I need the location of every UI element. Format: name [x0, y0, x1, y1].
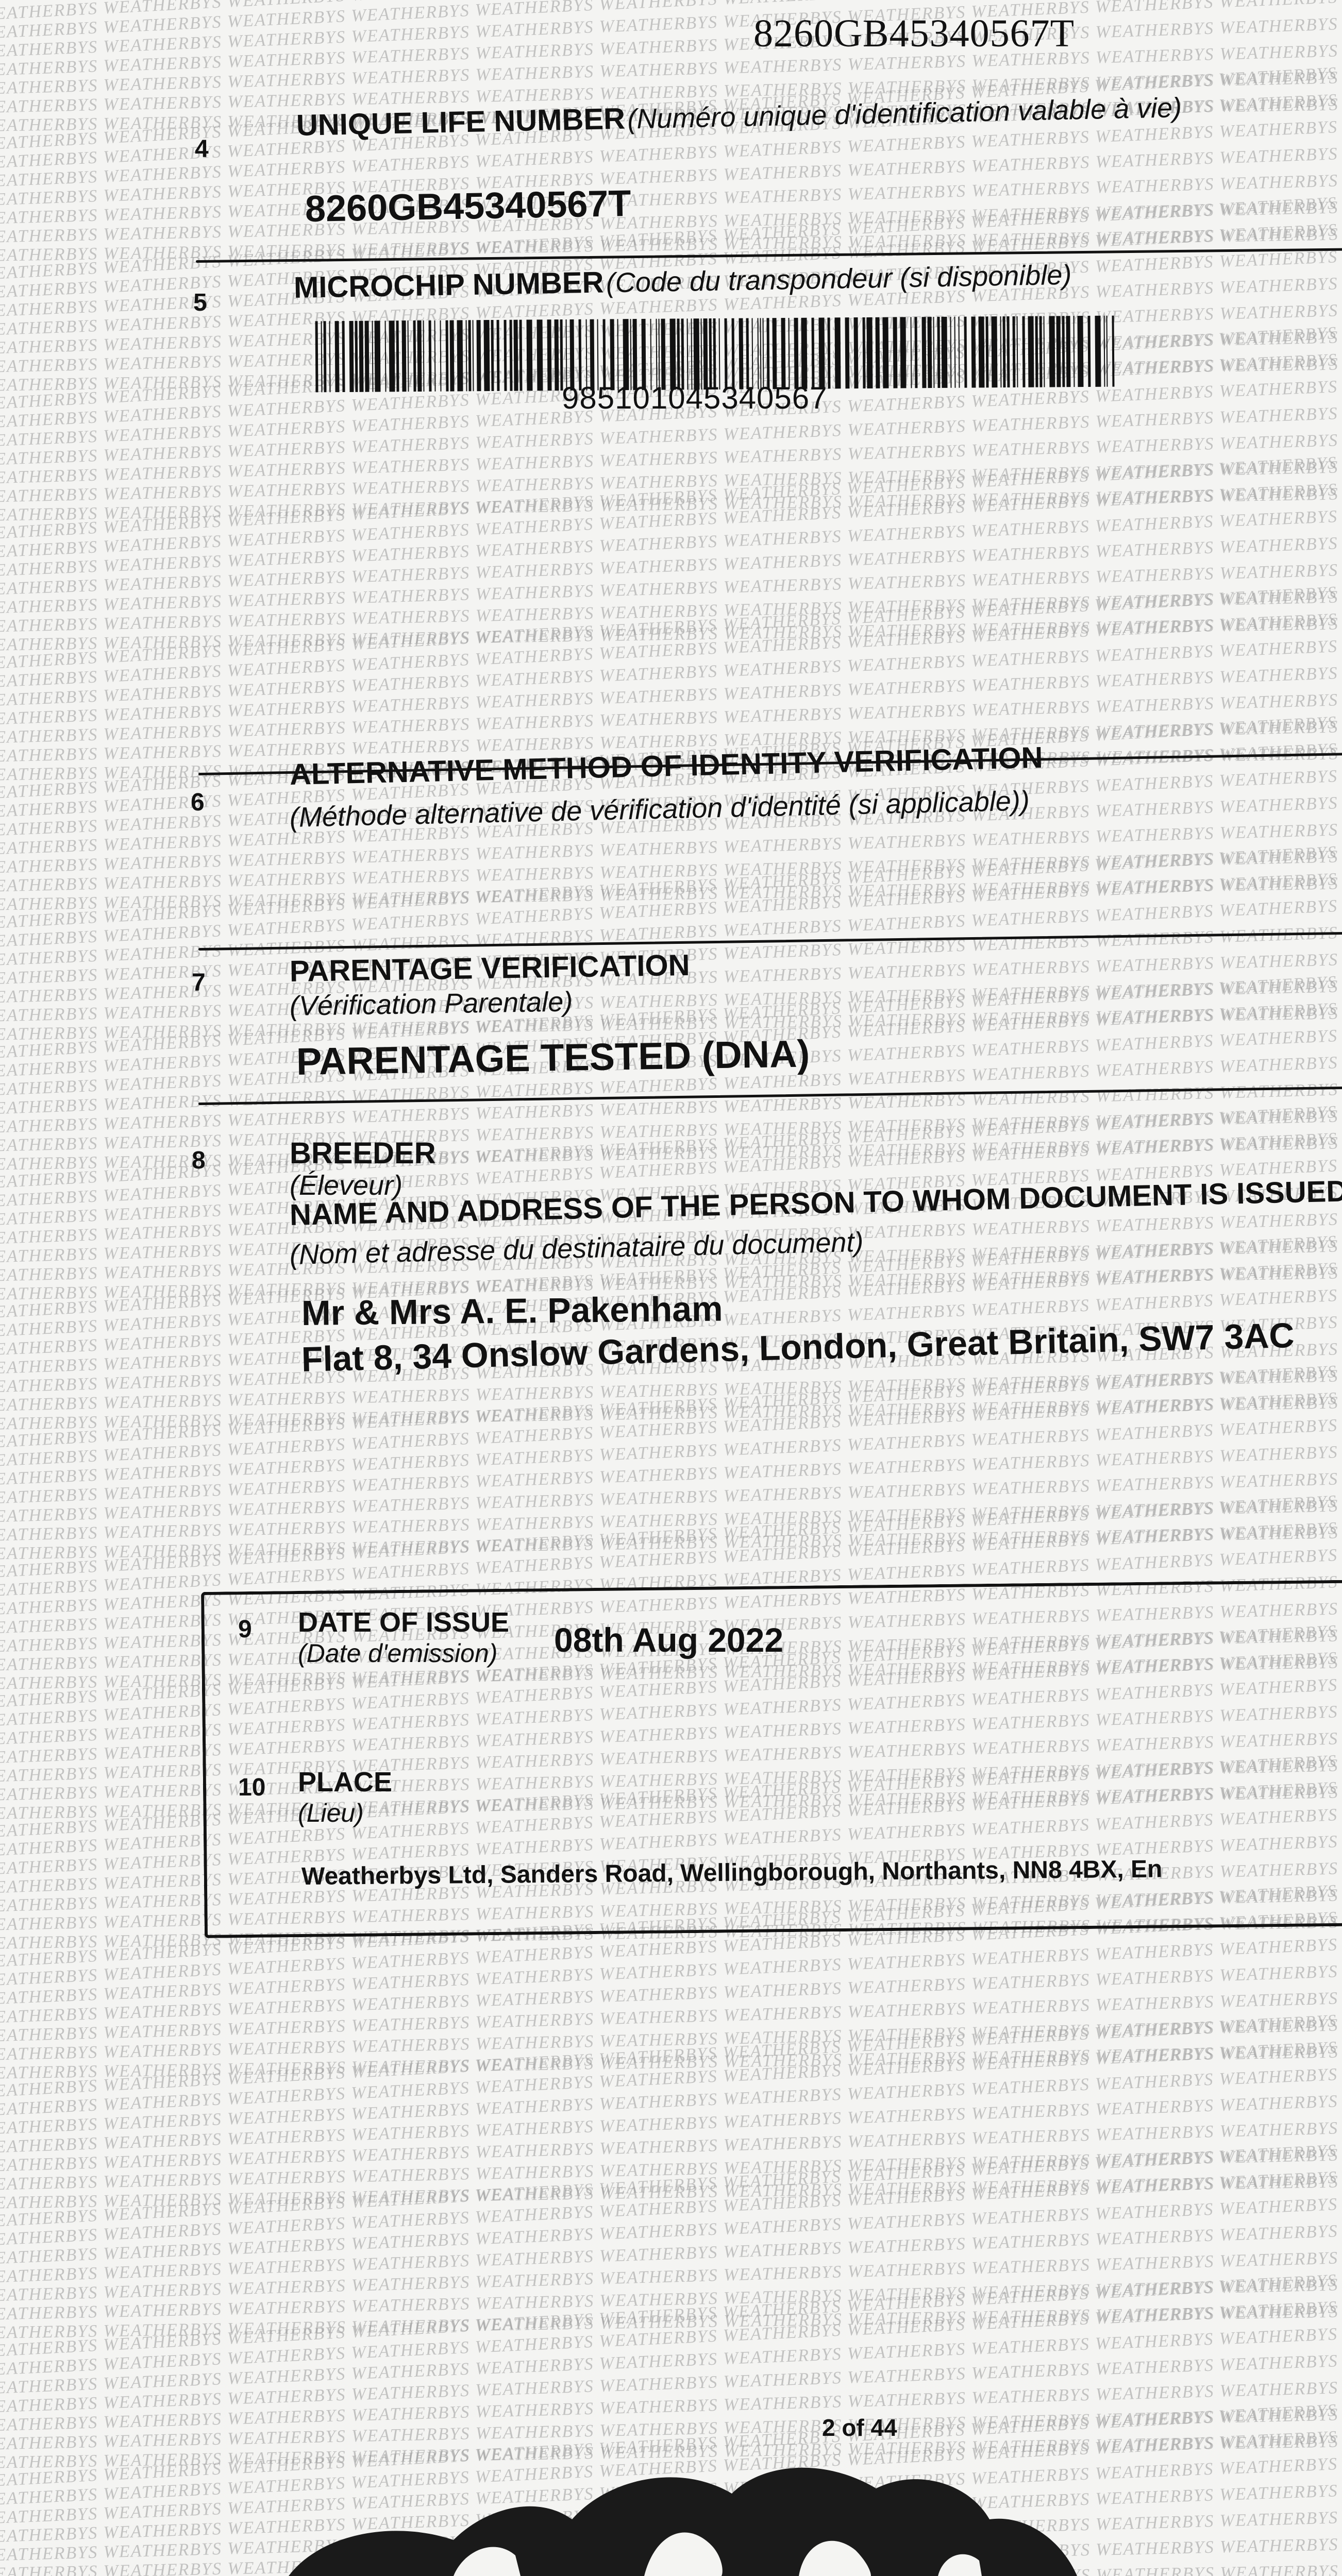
date-of-issue-value: 08th Aug 2022	[554, 1620, 783, 1659]
security-pattern-line: WEATHERBYS WEATHERBYS WEATHERBYS WEATHERBYS WEATHERBYS WEATHERBYS WEATHERBYS WEATHERBYS WEATHERBYS WEATHERBYS WEATHERBYS	[0, 67, 1342, 340]
security-pattern-line: WEATHERBYS WEATHERBYS WEATHERBYS WEATHERBYS WEATHERBYS WEATHERBYS WEATHERBYS WEATHERBYS WEATHERBYS WEATHERBYS WEATHERBYS	[0, 2147, 1342, 2510]
security-pattern-line: WEATHERBYS WEATHERBYS WEATHERBYS WEATHERBYS WEATHERBYS WEATHERBYS WEATHERBYS WEATHERBYS WEATHERBYS WEATHERBYS WEATHERBYS	[0, 1302, 1342, 1620]
security-pattern-line: WEATHERBYS WEATHERBYS WEATHERBYS WEATHERBYS WEATHERBYS WEATHERBYS WEATHERBYS WEATHERBYS WEATHERBYS WEATHERBYS WEATHERBYS	[0, 1753, 1342, 1935]
security-pattern-line: WEATHERBYS WEATHERBYS WEATHERBYS WEATHERBYS WEATHERBYS WEATHERBYS WEATHERBYS WEATHERBYS WEATHERBYS WEATHERBYS WEATHERBYS	[0, 1693, 1342, 2102]
security-pattern-line: WEATHERBYS WEATHERBYS WEATHERBYS WEATHERBYS WEATHERBYS WEATHERBYS WEATHERBYS WEATHERBYS WEATHERBYS WEATHERBYS WEATHERBYS	[0, 1887, 1342, 2250]
security-pattern-line: WEATHERBYS WEATHERBYS WEATHERBYS WEATHERBYS WEATHERBYS WEATHERBYS WEATHERBYS WEATHERBYS WEATHERBYS WEATHERBYS WEATHERBYS	[0, 1951, 1342, 2269]
security-pattern-line: WEATHERBYS WEATHERBYS WEATHERBYS WEATHERBYS WEATHERBYS WEATHERBYS WEATHERBYS WEATHERBYS WEATHERBYS WEATHERBYS WEATHERBYS	[0, 719, 1342, 1082]
section-5-number: 5	[193, 289, 207, 317]
section-9-number: 9	[238, 1615, 252, 1643]
security-pattern-line: WEATHERBYS WEATHERBYS WEATHERBYS WEATHERBYS WEATHERBYS WEATHERBYS WEATHERBYS WEATHERBYS WEATHERBYS WEATHERBYS WEATHERBYS	[0, 523, 1342, 841]
section-4-label-fr: (Numéro unique d'identification valable à vie)	[627, 92, 1182, 135]
security-pattern-line: WEATHERBYS WEATHERBYS WEATHERBYS WEATHERBYS WEATHERBYS WEATHERBYS WEATHERBYS WEATHERBYS WEATHERBYS WEATHERBYS WEATHERBYS	[0, 263, 1342, 581]
security-pattern-line: WEATHERBYS WEATHERBYS WEATHERBYS WEATHERBYS WEATHERBYS WEATHERBYS WEATHERBYS WEATHERBYS WEATHERBYS WEATHERBYS WEATHERBYS	[0, 1174, 1342, 1583]
section-9-label-fr: (Date d'emission)	[298, 1638, 497, 1668]
security-pattern-line: WEATHERBYS WEATHERBYS WEATHERBYS WEATHERBYS WEATHERBYS WEATHERBYS WEATHERBYS WEATHERBYS WEATHERBYS WEATHERBYS WEATHERBYS	[0, 2077, 1342, 2213]
security-pattern-line: WEATHERBYS WEATHERBYS	[0, 2466, 1342, 2576]
security-pattern-line: WEATHERBYS WEATHERBYS WEATHERBYS WEATHERBYS WEATHERBYS WEATHERBYS WEATHERBYS WEATHERBYS WEATHERBYS WEATHERBYS WEATHERBYS	[0, 846, 1342, 1119]
security-pattern-line: WEATHERBYS WEATHERBYS WEATHERBYS WEATHERBYS WEATHERBYS WEATHERBYS WEATHERBYS WEATHERBYS WEATHERBYS WEATHERBYS WEATHERBYS	[0, 1430, 1342, 1657]
security-pattern-line: WEATHERBYS WEATHERBYS WEATHERBYS WEATHERBYS WEATHERBYS WEATHERBYS WEATHERBYS WEATHERBYS WEATHERBYS WEATHERBYS WEATHERBYS	[0, 2013, 1342, 2195]
security-pattern-line: WEATHERBYS WEATHERBYS WEATHERBYS WEATHERBYS WEATHERBYS WEATHERBYS WEATHERBYS WEATHERBYS WEATHERBYS WEATHERBYS WEATHERBYS	[0, 1755, 1342, 2028]
section-5-label: MICROCHIP NUMBER	[293, 266, 604, 304]
security-pattern-line: WEATHERBYS WEATHERBYS WEATHERBYS WEATHERBYS WEATHERBYS WEATHERBYS WEATHERBYS WEATHERBYS WEATHERBYS WEATHERBYS WEATHERBYS	[0, 1823, 1342, 2232]
security-pattern-line: WEATHERBYS WEATHERBYS WEATHERBYS WEATHERBYS WEATHERBYS	[0, 2402, 1342, 2576]
security-pattern-line: WEATHERBYS WEATHERBYS WEATHERBYS WEATHERBYS WEATHERBYS WEATHERBYS WEATHERBYS WEATHERBYS WEATHERBYS WEATHERBYS WEATHERBYS	[0, 1104, 1342, 1286]
security-pattern-line: WEATHERBYS WEATHERBYS WEATHERBYS WEATHERBYS WEATHERBYS WEATHERBYS WEATHERBYS WEATHERBYS WEATHERBYS WEATHERBYS WEATHERBYS	[0, 1236, 1342, 1509]
place-of-issue-value: Weatherbys Ltd, Sanders Road, Wellingborough, Northants, NN8 4BX, En	[301, 1855, 1163, 1891]
security-pattern-line: WEATHERBYS WEATHERBYS WEATHERBYS WEATHERBYS WEATHERBYS WEATHERBYS WEATHERBYS WEATHERBYS WEATHERBYS WEATHERBYS WEATHERBYS	[0, 1366, 1342, 1638]
security-pattern-line: WEATHERBYS WEATHERBYS WEATHERBYS WEATHERBYS WEATHERBYS WEATHERBYS WEATHERBYS WEATHERBYS WEATHERBYS WEATHERBYS WEATHERBYS	[0, 653, 1342, 971]
security-pattern-line: WEATHERBYS WEATHERBYS WEATHERBYS WEATHERBYS WEATHERBYS WEATHERBYS WEATHERBYS WEATHERBYS WEATHERBYS	[0, 70, 1342, 433]
section-7-label: PARENTAGE VERIFICATION	[289, 948, 690, 989]
section-8-sub-label-fr: (Nom et adresse du destinataire du document)	[289, 1226, 864, 1271]
section-6-label: ALTERNATIVE METHOD OF IDENTITY VERIFICATION	[289, 740, 1043, 792]
security-pattern-line: WEATHERBYS WEATHERBYS WEATHERBYS WEATHERBYS WEATHERBYS WEATHERBYS WEATHERBYS WEATHERBYS WEATHERBYS WEATHERBYS WEATHERBYS	[0, 1496, 1342, 1768]
security-pattern-line: WEATHERBYS WEATHERBYS WEATHERBYS WEATHERBYS WEATHERBYS WEATHERBYS WEATHERBYS WEATHERBYS WEATHERBYS WEATHERBYS WEATHERBYS	[0, 912, 1342, 1230]
security-pattern-line: WEATHERBYS WEATHERBYS WEATHERBYS WEATHERBYS WEATHERBYS WEATHERBYS WEATHERBYS WEATHERBYS WEATHERBYS WEATHERBYS WEATHERBYS	[0, 1238, 1342, 1601]
security-pattern-line: WEATHERBYS WEATHERBYS WEATHERBYS WEATHERBYS WEATHERBYS WEATHERBYS WEATHERBYS WEATHERBYS WEATHERBYS WEATHERBYS WEATHERBYS	[0, 778, 1342, 915]
security-pattern-line: WEATHERBYS WEATHERBYS WEATHERBYS WEATHERBYS WEATHERBYS WEATHERBYS WEATHERBYS WEATHERBYS WEATHERBYS WEATHERBYS WEATHERBYS	[0, 655, 1342, 1063]
security-pattern-line: WEATHERBYS WEATHERBYS WEATHERBYS WEATHERBYS WEATHERBYS WEATHERBYS WEATHERBYS WEATHERBYS WEATHERBYS WEATHERBYS WEATHERBYS	[0, 587, 1342, 859]
security-pattern-line: WEATHERBYS WEATHERBYS WEATHERBYS WEATHERBYS WEATHERBYS WEATHERBYS WEATHERBYS WEATHERBYS WEATHERBYS WEATHERBYS WEATHERBYS	[0, 199, 1342, 563]
security-pattern-line: WEATHERBYS WEATHERBYS WEATHERBYS WEATHERBYS WEATHERBYS WEATHERBYS WEATHERBYS WEATHERBYS WEATHERBYS WEATHERBYS	[0, 0, 1342, 303]
security-pattern-line: WEATHERBYS WEATHERBYS WEATHERBYS WEATHERBYS WEATHERBYS WEATHERBYS WEATHERBYS WEATHERBYS WEATHERBYS WEATHERBYS WEATHERBYS	[0, 976, 1342, 1249]
security-pattern-line: WEATHERBYS WEATHERBYS WEATHERBYS WEATHERBYS WEATHERBYS WEATHERBYS WEATHERBYS WEATHERBYS WEATHERBYS WEATHERBYS WEATHERBYS	[0, 914, 1342, 1323]
security-pattern-line: WEATHERBYS WEATHERBYS WEATHERBYS WEATHERBYS WEATHERBYS WEATHERBYS WEATHERBYS WEATHERBYS WEATHERBYS WEATHERBYS WEATHERBYS	[0, 2081, 1342, 2399]
security-pattern-line: WEATHERBYS WEATHERBYS WEATHERBYS WEATHERBYS WEATHERBYS WEATHERBYS WEATHERBYS WEATHERBYS WEATHERBYS WEATHERBYS WEATHERBYS	[0, 65, 1342, 247]
section-8-sub-label: NAME AND ADDRESS OF THE PERSON TO WHOM DOCUMENT IS ISSUED	[289, 1174, 1342, 1232]
security-pattern-line: WEATHERBYS WEATHERBYS WEATHERBYS WEATHERBYS WEATHERBYS WEATHERBYS WEATHERBYS WEATHERBYS WEATHERBYS WEATHERBYS WEATHERBYS	[0, 265, 1342, 674]
security-pattern-line: WEATHERBYS WEATHERBYS WEATHERBYS WEATHERBYS WEATHERBYS WEATHERBYS WEATHERBYS WEATHERBYS WEATHERBYS WEATHERBYS WEATHERBYS	[0, 1106, 1342, 1379]
security-pattern-line: WEATHERBYS WEATHERBYS WEATHERBYS WEATHERBYS WEATHERBYS WEATHERBYS WEATHERBYS WEATHERBYS WEATHERBYS WEATHERBYS WEATHERBYS	[0, 651, 1342, 878]
section-9-label: DATE OF ISSUE	[298, 1606, 509, 1638]
security-pattern-line: WEATHERBYS WEATHERBYS WEATHERBYS WEATHERBYS WEATHERBYS WEATHERBYS WEATHERBYS WEATHERBYS WEATHERBYS WEATHERBYS WEATHERBYS	[0, 781, 1342, 1008]
security-pattern-line: WEATHERBYS WEATHERBYS WEATHERBYS WEATHERBYS WEATHERBYS WEATHERBYS WEATHERBYS WEATHERBYS WEATHERBYS WEATHERBYS WEATHERBYS	[0, 1689, 1342, 1917]
security-pattern-line: WEATHERBYS WEATHERBYS WEATHERBYS WEATHERBYS WEATHERBYS WEATHERBYS WEATHERBYS WEATHERBYS WEATHERBYS WEATHERBYS WEATHERBYS	[0, 1562, 1342, 1879]
security-pattern-line: WEATHERBYS WEATHERBYS WEATHERBYS WEATHERBYS WEATHERBYS WEATHERBYS WEATHERBYS WEATHERBYS WEATHERBYS WEATHERBYS WEATHERBYS	[0, 844, 1342, 1026]
section-6-label-fr: (Méthode alternative de vérification d'identité (si applicable))	[289, 785, 1030, 834]
section-4-label: UNIQUE LIFE NUMBER	[296, 102, 625, 142]
security-pattern-line: WEATHERBYS WEATHERBYS WEATHERBYS WEATHERBYS WEATHERBYS WEATHERBYS WEATHERBYS WEATHERBYS WEATHERBYS WEATHERBYS WEATHERBYS	[0, 2145, 1342, 2417]
security-pattern-line: WEATHERBYS WEATHERBYS WEATHERBYS WEATHERBYS WEATHERBYS WEATHERBYS WEATHERBYS WEATHERBYS WEATHERBYS WEATHERBYS WEATHERBYS	[0, 1234, 1342, 1416]
security-pattern-line: WEATHERBYS WEATHERBYS WEATHERBYS WEATHERBYS WEATHERBYS WEATHERBYS	[0, 2338, 1342, 2566]
security-pattern-line: WEATHERBYS WEATHERBYS WEATHERBYS WEATHERBYS WEATHERBYS WEATHERBYS WEATHERBYS WEATHERBYS WEATHERBYS WEATHERBYS WEATHERBYS	[0, 525, 1342, 934]
security-pattern-line: WEATHERBYS WEATHERBYS WEATHERBYS WEATHERBYS WEATHERBYS WEATHERBYS WEATHERBYS WEATHERBYS WEATHERBYS WEATHERBYS WEATHERBYS	[0, 391, 1342, 618]
microchip-number-value: 985101045340567	[562, 380, 828, 416]
security-pattern-line: WEATHERBYS WEATHERBYS WEATHERBYS WEATHERBYS WEATHERBYS WEATHERBYS WEATHERBYS WEATHERBYS WEATHERBYS WEATHERBYS WEATHERBYS	[0, 1949, 1342, 2176]
section-4-number: 4	[195, 135, 209, 163]
security-pattern-line: WEATHERBYS WEATHERBYS WEATHERBYS WEATHERBYS WEATHERBYS WEATHERBYS WEATHERBYS WEATHERBYS WEATHERBYS WEATHERBYS WEATHERBYS	[0, 1821, 1342, 2139]
security-pattern-line: WEATHERBYS WEATHERBYS WEATHERBYS WEATHERBYS WEATHERBYS WEATHERBYS WEATHERBYS WEATHERBYS WEATHERBYS	[0, 195, 1342, 377]
security-pattern-line: WEATHERBYS WEATHERBYS WEATHERBYS WEATHERBYS WEATHERBYS WEATHERBYS WEATHERBYS WEATHERBYS WEATHERBYS WEATHERBYS WEATHERBYS	[0, 1298, 1342, 1434]
security-pattern-line: WEATHERBYS WEATHERBYS WEATHERBYS WEATHERBYS WEATHERBYS WEATHERBYS WEATHERBYS WEATHERBYS WEATHERBYS WEATHERBYS	[0, 717, 1342, 989]
page-indicator: 2 of 44	[822, 2414, 897, 2442]
security-pattern-line: WEATHERBYS WEATHERBYS WEATHERBYS WEATHERBYS WEATHERBYS WEATHERBYS WEATHERBYS WEATHERBYS WEATHERBYS WEATHERBYS WEATHERBYS	[0, 0, 1342, 117]
security-pattern-line: WEATHERBYS WEATHERBYS WEATHERBYS WEATHERBYS WEATHERBYS WEATHERBYS WEATHERBYS WEATHERBYS WEATHERBYS	[0, 6, 1342, 414]
security-pattern-line: WEATHERBYS WEATHERBYS WEATHERBYS WEATHERBYS WEATHERBYS WEATHERBYS WEATHERBYS WEATHERBYS WEATHERBYS WEATHERBYS WEATHERBYS	[0, 1172, 1342, 1490]
section-10-label: PLACE	[298, 1766, 392, 1798]
security-pattern-line: WEATHERBYS WEATHERBYS WEATHERBYS WEATHERBYS WEATHERBYS WEATHERBYS WEATHERBYS WEATHERBYS WEATHERBYS WEATHERBYS WEATHERBYS	[0, 1108, 1342, 1471]
security-pattern-line: WEATHERBYS WEATHERBYS WEATHERBYS WEATHERBYS WEATHERBYS WEATHERBYS WEATHERBYS WEATHERBYS WEATHERBYS WEATHERBYS WEATHERBYS	[0, 1947, 1342, 2083]
security-pattern-line: WEATHERBYS WEATHERBYS WEATHERBYS WEATHERBYS WEATHERBYS WEATHERBYS WEATHERBYS WEATHERBYS WEATHERBYS WEATHERBYS WEATHERBYS	[0, 908, 1342, 1045]
security-pattern-line: WEATHERBYS WEATHERBYS WEATHERBYS WEATHERBYS WEATHERBYS WEATHERBYS WEATHERBYS WEATHERBYS WEATHERBYS WEATHERBYS WEATHERBYS	[0, 521, 1342, 748]
security-pattern-line: WEATHERBYS WEATHERBYS WEATHERBYS WEATHERBYS WEATHERBYS WEATHERBYS WEATHERBYS WEATHERBYS WEATHERBYS WEATHERBYS WEATHERBYS	[0, 978, 1342, 1342]
security-pattern-line: WEATHERBYS WEATHERBYS WEATHERBYS WEATHERBYS WEATHERBYS WEATHERBYS WEATHERBYS WEATHERBYS WEATHERBYS WEATHERBYS WEATHERBYS	[0, 133, 1342, 451]
security-pattern-line: WEATHERBYS WEATHERBYS WEATHERBYS WEATHERBYS WEATHERBYS WEATHERBYS WEATHERBYS WEATHERBYS WEATHERBYS WEATHERBYS WEATHERBYS	[0, 1170, 1342, 1397]
security-pattern-line: WEATHERBYS WEATHERBYS WEATHERBYS WEATHERBYS WEATHERBYS WEATHERBYS WEATHERBYS WEATHERBYS WEATHERBYS WEATHERBYS WEATHERBYS	[0, 0, 1342, 210]
security-pattern-line: WEATHERBYS WEATHERBYS WEATHERBYS WEATHERBYS WEATHERBYS WEATHERBYS WEATHERBYS WEATHERBYS WEATHERBYS WEATHERBYS WEATHERBYS	[0, 455, 1342, 637]
section-7-number: 7	[192, 969, 206, 997]
security-pattern-line: WEATHERBYS WEATHERBYS WEATHERBYS WEATHERBYS WEATHERBYS WEATHERBYS WEATHERBYS WEATHERBYS WEATHERBYS WEATHERBYS WEATHERBYS	[0, 1428, 1342, 1564]
section-5-label-fr: (Code du transpondeur (si disponible)	[606, 260, 1071, 299]
security-pattern-line: WEATHERBYS WEATHERBYS WEATHERBYS WEATHERBYS WEATHERBYS WEATHERBYS WEATHERBYS WEATHERBYS WEATHERBYS WEATHERBYS WEATHERBYS	[0, 1817, 1342, 1954]
section-8-number: 8	[192, 1146, 206, 1175]
header-life-number: 8260GB45340567T	[753, 11, 1075, 56]
security-pattern-line: WEATHERBYS WEATHERBYS WEATHERBYS WEATHERBYS WEATHERBYS WEATHERBYS WEATHERBYS WEATHERBYS WEATHERBYS WEATHERBYS WEATHERBYS	[0, 974, 1342, 1156]
security-pattern-line: WEATHERBYS WEATHERBYS WEATHERBYS WEATHERBYS WEATHERBYS WEATHERBYS WEATHERBYS WEATHERBYS WEATHERBYS WEATHERBYS	[0, 459, 1342, 822]
security-pattern-line: WEATHERBYS WEATHERBYS WEATHERBYS WEATHERBYS WEATHERBYS WEATHERBYS WEATHERBYS WEATHERBYS WEATHERBYS WEATHERBYS WEATHERBYS	[0, 2209, 1342, 2436]
security-pattern-line: WEATHERBYS WEATHERBYS WEATHERBYS WEATHERBYS WEATHERBYS WEATHERBYS WEATHERBYS WEATHERBYS WEATHERBYS WEATHERBYS WEATHERBYS	[0, 1625, 1342, 1898]
security-pattern-line: WEATHERBYS WEATHERBYS WEATHERBYS WEATHERBYS WEATHERBYS WEATHERBYS WEATHERBYS WEATHERBYS WEATHERBYS WEATHERBYS WEATHERBYS	[0, 1687, 1342, 1824]
security-pattern-line: WEATHERBYS WEATHERBYS WEATHERBYS WEATHERBYS WEATHERBYS WEATHERBYS WEATHERBYS WEATHERBYS WEATHERBYS WEATHERBYS WEATHERBYS	[0, 129, 1342, 266]
security-pattern-line: WEATHERBYS WEATHERBYS WEATHERBYS WEATHERBYS WEATHERBYS WEATHERBYS WEATHERBYS WEATHERBYS WEATHERBYS WEATHERBYS WEATHERBYS	[0, 715, 1342, 896]
security-pattern-line: WEATHERBYS WEATHERBYS WEATHERBYS WEATHERBYS WEATHERBYS WEATHERBYS WEATHERBYS WEATHERBYS WEATHERBYS WEATHERBYS WEATHERBYS	[0, 2017, 1342, 2380]
security-pattern-line: WEATHERBYS WEATHERBYS WEATHERBYS WEATHERBYS WEATHERBYS WEATHERBYS WEATHERBYS WEATHERBYS WEATHERBYS WEATHERBYS WEATHERBYS	[0, 4, 1342, 321]
security-pattern-line: WEATHERBYS WEATHERBYS WEATHERBYS WEATHERBYS WEATHERBYS WEATHERBYS WEATHERBYS WEATHERBYS WEATHERBYS WEATHERBYS WEATHERBYS	[0, 389, 1342, 526]
security-pattern-line: WEATHERBYS WEATHERBYS WEATHERBYS WEATHERBYS WEATHERBYS WEATHERBYS WEATHERBYS WEATHERBYS WEATHERBYS WEATHERBYS WEATHERBYS	[0, 0, 1342, 192]
section-8-label: BREEDER	[290, 1136, 436, 1171]
security-pattern-line: WEATHERBYS WEATHERBYS WEATHERBYS WEATHERBYS WEATHERBYS WEATHERBYS WEATHERBYS WEATHERBYS WEATHERBYS WEATHERBYS WEATHERBYS	[0, 1432, 1342, 1750]
security-pattern-line: WEATHERBYS WEATHERBYS WEATHERBYS WEATHERBYS WEATHERBYS WEATHERBYS WEATHERBYS WEATHERBYS WEATHERBYS WEATHERBYS WEATHERBYS	[0, 1953, 1342, 2362]
security-pattern-line: WEATHERBYS WEATHERBYS WEATHERBYS WEATHERBYS WEATHERBYS WEATHERBYS WEATHERBYS WEATHERBYS WEATHERBYS WEATHERBYS WEATHERBYS	[0, 325, 1342, 507]
security-pattern-line: WEATHERBYS WEATHERBYS WEATHERBYS WEATHERBYS WEATHERBYS WEATHERBYS	[0, 649, 1342, 785]
section-8-label-fr: (Éleveur)	[290, 1170, 402, 1201]
security-pattern-line: WEATHERBYS WEATHERBYS WEATHERBYS WEATHERBYS WEATHERBYS WEATHERBYS WEATHERBYS WEATHERBYS WEATHERBYS WEATHERBYS WEATHERBYS	[0, 1300, 1342, 1527]
security-pattern-line: WEATHERBYS WEATHERBYS WEATHERBYS WEATHERBYS WEATHERBYS WEATHERBYS WEATHERBYS WEATHERBYS WEATHERBYS WEATHERBYS WEATHERBYS	[0, 2143, 1342, 2325]
security-pattern-line: WEATHERBYS WEATHERBYS WEATHERBYS WEATHERBYS WEATHERBYS WEATHERBYS WEATHERBYS WEATHERBYS WEATHERBYS	[0, 259, 1342, 396]
security-pattern-line: WEATHERBYS WEATHERBYS WEATHERBYS WEATHERBYS WEATHERBYS WEATHERBYS WEATHERBYS WEATHERBYS WEATHERBYS WEATHERBYS WEATHERBYS	[0, 2273, 1342, 2454]
security-pattern-line: WEATHERBYS WEATHERBYS WEATHERBYS WEATHERBYS WEATHERBYS WEATHERBYS WEATHERBYS WEATHERBYS WEATHERBYS WEATHERBYS WEATHERBYS	[0, 2079, 1342, 2306]
security-pattern-line: WEATHERBYS WEATHERBYS WEATHERBYS WEATHERBYS WEATHERBYS WEATHERBYS WEATHERBYS WEATHERBYS WEATHERBYS WEATHERBYS WEATHERBYS	[0, 2336, 1342, 2473]
security-pattern-line: WEATHERBYS WEATHERBYS WEATHERBYS WEATHERBYS WEATHERBYS WEATHERBYS WEATHERBYS WEATHERBYS WEATHERBYS WEATHERBYS WEATHERBYS	[0, 1040, 1342, 1267]
security-pattern-line: WEATHERBYS WEATHERBYS WEATHERBYS WEATHERBYS WEATHERBYS WEATHERBYS WEATHERBYS WEATHERBYS WEATHERBYS WEATHERBYS WEATHERBYS	[0, 1044, 1342, 1453]
security-pattern-line: WEATHERBYS WEATHERBYS WEATHERBYS WEATHERBYS WEATHERBYS WEATHERBYS WEATHERBYS WEATHERBYS WEATHERBYS WEATHERBYS WEATHERBYS	[0, 1564, 1342, 1972]
security-pattern-line: WEATHERBYS WEATHERBYS WEATHERBYS WEATHERBYS WEATHERBYS WEATHERBYS WEATHERBYS WEATHERBYS WEATHERBYS WEATHERBYS WEATHERBYS	[0, 1304, 1342, 1713]
security-pattern-line: WEATHERBYS WEATHERBYS WEATHERBYS WEATHERBYS WEATHERBYS WEATHERBYS WEATHERBYS WEATHERBYS WEATHERBYS WEATHERBYS WEATHERBYS	[0, 1757, 1342, 2121]
section-6-number: 6	[191, 788, 205, 817]
security-pattern-line: WEATHERBYS WEATHERBYS WEATHERBYS WEATHERBYS WEATHERBYS WEATHERBYS WEATHERBYS WEATHERBYS WEATHERBYS WEATHERBYS WEATHERBYS	[0, 197, 1342, 470]
security-pattern-line: WEATHERBYS WEATHERBYS WEATHERBYS WEATHERBYS WEATHERBYS WEATHERBYS WEATHERBYS WEATHERBYS WEATHERBYS WEATHERBYS WEATHERBYS	[0, 1364, 1342, 1546]
recipient-name-value: Mr & Mrs A. E. Pakenham	[301, 1289, 723, 1333]
security-pattern-line: WEATHERBYS WEATHERBYS WEATHERBYS WEATHERBYS WEATHERBYS WEATHERBYS WEATHERBYS WEATHERBYS WEATHERBYS WEATHERBYS WEATHERBYS	[0, 0, 1342, 136]
security-pattern-line: WEATHERBYS WEATHERBYS WEATHERBYS WEATHERBYS WEATHERBYS WEATHERBYS WEATHERBYS WEATHERBYS WEATHERBYS WEATHERBYS WEATHERBYS	[0, 585, 1342, 767]
security-pattern-line: WEATHERBYS WEATHERBYS WEATHERBYS WEATHERBYS WEATHERBYS WEATHERBYS WEATHERBYS WEATHERBYS WEATHERBYS WEATHERBYS WEATHERBYS	[0, 1038, 1342, 1175]
security-pattern-line: WEATHERBYS WEATHERBYS WEATHERBYS WEATHERBYS WEATHERBYS WEATHERBYS WEATHERBYS WEATHERBYS WEATHERBYS WEATHERBYS WEATHERBYS	[0, 1883, 1342, 2065]
security-pattern-line: WEATHERBYS WEATHERBYS WEATHERBYS WEATHERBYS WEATHERBYS WEATHERBYS WEATHERBYS WEATHERBYS WEATHERBYS WEATHERBYS WEATHERBYS	[0, 327, 1342, 600]
security-pattern-line: WEATHERBYS WEATHERBYS WEATHERBYS WEATHERBYS WEATHERBYS WEATHERBYS WEATHERBYS WEATHERBYS	[0, 2211, 1342, 2529]
security-pattern-line: WEATHERBYS WEATHERBYS WEATHERBYS WEATHERBYS WEATHERBYS WEATHERBYS WEATHERBYS WEATHERBYS WEATHERBYS WEATHERBYS WEATHERBYS	[0, 1557, 1342, 1694]
security-pattern-line: WEATHERBYS WEATHERBYS WEATHERBYS WEATHERBYS WEATHERBYS WEATHERBYS WEATHERBYS WEATHERBYS WEATHERBYS WEATHERBYS WEATHERBYS	[0, 2207, 1342, 2343]
security-pattern-line: WEATHERBYS WEATHERBYS WEATHERBYS WEATHERBYS WEATHERBYS WEATHERBYS WEATHERBYS WEATHERBYS WEATHERBYS WEATHERBYS WEATHERBYS	[0, 1368, 1342, 1731]
security-pattern-line: WEATHERBYS WEATHERBYS WEATHERBYS WEATHERBYS WEATHERBYS WEATHERBYS WEATHERBYS WEATHERBYS WEATHERBYS WEATHERBYS WEATHERBYS	[0, 910, 1342, 1138]
section-7-label-fr: (Vérification Parentale)	[290, 986, 573, 1022]
security-pattern-line: WEATHERBYS WEATHERBYS WEATHERBYS WEATHERBYS WEATHERBYS WEATHERBYS WEATHERBYS WEATHERBYS WEATHERBYS WEATHERBYS WEATHERBYS	[0, 1498, 1342, 1861]
security-pattern-line: WEATHERBYS WEATHERBYS WEATHERBYS WEATHERBYS WEATHERBYS WEATHERBYS WEATHERBYS WEATHERBYS WEATHERBYS WEATHERBYS WEATHERBYS	[0, 1623, 1342, 1805]
security-pattern-line: WEATHERBYS WEATHERBYS WEATHERBYS WEATHERBYS WEATHERBYS WEATHERBYS WEATHERBYS WEATHERBYS WEATHERBYS WEATHERBYS WEATHERBYS	[0, 849, 1342, 1212]
security-pattern-line: WEATHERBYS WEATHERBYS WEATHERBYS WEATHERBYS WEATHERBYS WEATHERBYS WEATHERBYS WEATHERBYS WEATHERBYS WEATHERBYS	[0, 395, 1342, 804]
unique-life-number-value: 8260GB45340567T	[305, 182, 631, 230]
security-pattern-line: WEATHERBYS WEATHERBYS WEATHERBYS WEATHERBYS WEATHERBYS WEATHERBYS WEATHERBYS WEATHERBYS WEATHERBYS WEATHERBYS WEATHERBYS	[0, 2083, 1342, 2492]
security-pattern-line: WEATHERBYS WEATHERBYS WEATHERBYS WEATHERBYS WEATHERBYS WEATHERBYS WEATHERBYS WEATHERBYS WEATHERBYS WEATHERBYS WEATHERBYS	[0, 1819, 1342, 2046]
security-pattern-line: WEATHERBYS WEATHERBYS WEATHERBYS WEATHERBYS WEATHERBYS WEATHERBYS WEATHERBYS WEATHERBYS WEATHERBYS	[0, 131, 1342, 359]
security-pattern-line: WEATHERBYS WEATHERBYS WEATHERBYS WEATHERBYS WEATHERBYS WEATHERBYS WEATHERBYS WEATHERBYS WEATHERBYS WEATHERBYS WEATHERBYS	[0, 1168, 1342, 1304]
security-pattern-line: WEATHERBYS WEATHERBYS WEATHERBYS WEATHERBYS WEATHERBYS WEATHERBYS WEATHERBYS WEATHERBYS WEATHERBYS WEATHERBYS WEATHERBYS	[0, 1494, 1342, 1675]
parentage-verification-value: PARENTAGE TESTED (DNA)	[296, 1031, 810, 1083]
security-pattern-line: WEATHERBYS WEATHERBYS WEATHERBYS WEATHERBYS WEATHERBYS WEATHERBYS WEATHERBYS	[0, 2275, 1342, 2547]
security-pattern-line: WEATHERBYS WEATHERBYS WEATHERBYS WEATHERBYS WEATHERBYS WEATHERBYS WEATHERBYS WEATHERBYS WEATHERBYS WEATHERBYS WEATHERBYS	[0, 1691, 1342, 2009]
security-pattern-line: WEATHERBYS WEATHERBYS WEATHERBYS WEATHERBYS WEATHERBYS WEATHERBYS WEATHERBYS WEATHERBYS WEATHERBYS WEATHERBYS WEATHERBYS	[0, 1042, 1342, 1360]
security-pattern-line: WEATHERBYS WEATHERBYS WEATHERBYS WEATHERBYS WEATHERBYS WEATHERBYS WEATHERBYS WEATHERBYS WEATHERBYS WEATHERBYS WEATHERBYS	[0, 519, 1342, 655]
security-pattern-line: WEATHERBYS WEATHERBYS WEATHERBYS WEATHERBYS WEATHERBYS WEATHERBYS WEATHERBYS WEATHERBYS WEATHERBYS WEATHERBYS WEATHERBYS	[0, 1885, 1342, 2158]
security-pattern-line: WEATHERBYS WEATHERBYS WEATHERBYS WEATHERBYS WEATHERBYS WEATHERBYS WEATHERBYS WEATHERBYS WEATHERBYS WEATHERBYS WEATHERBYS	[0, 1560, 1342, 1787]
recipient-address-value: Flat 8, 34 Onslow Gardens, London, Great Britain, SW7 3AC	[301, 1315, 1295, 1380]
security-pattern-line: WEATHERBYS WEATHERBYS WEATHERBYS WEATHERBYS WEATHERBYS WEATHERBYS WEATHERBYS WEATHERBYS WEATHERBYS WEATHERBYS WEATHERBYS	[0, 329, 1342, 692]
security-pattern-line: WEATHERBYS WEATHERBYS WEATHERBYS WEATHERBYS WEATHERBYS WEATHERBYS WEATHERBYS WEATHERBYS WEATHERBYS WEATHERBYS WEATHERBYS	[0, 261, 1342, 488]
security-pattern-line: WEATHERBYS WEATHERBYS WEATHERBYS WEATHERBYS WEATHERBYS WEATHERBYS WEATHERBYS WEATHERBYS WEATHERBYS WEATHERBYS WEATHERBYS	[0, 2015, 1342, 2287]
security-pattern-line: WEATHERBYS WEATHERBYS WEATHERBYS WEATHERBYS WEATHERBYS WEATHERBYS WEATHERBYS WEATHERBYS WEATHERBYS WEATHERBYS WEATHERBYS	[0, 1434, 1342, 1842]
security-pattern-line: WEATHERBYS WEATHERBYS WEATHERBYS WEATHERBYS WEATHERBYS WEATHERBYS WEATHERBYS WEATHERBYS WEATHERBYS WEATHERBYS WEATHERBYS	[0, 135, 1342, 544]
security-pattern-line: WEATHERBYS WEATHERBYS WEATHERBYS WEATHERBYS WEATHERBYS WEATHERBYS WEATHERBYS WEATHERBYS WEATHERBYS WEATHERBYS WEATHERBYS	[0, 785, 1342, 1193]
security-pattern-line: WEATHERBYS WEATHERBYS WEATHERBYS WEATHERBYS WEATHERBYS WEATHERBYS WEATHERBYS WEATHERBYS WEATHERBYS WEATHERBYS WEATHERBYS	[0, 783, 1342, 1100]
security-pattern-line: WEATHERBYS WEATHERBYS WEATHERBYS WEATHERBYS WEATHERBYS WEATHERBYS WEATHERBYS WEATHERBYS WEATHERBYS WEATHERBYS WEATHERBYS	[0, 1628, 1342, 1991]
section-10-number: 10	[238, 1773, 265, 1802]
security-pattern-line: WEATHERBYS WEATHERBYS WEATHERBYS WEATHERBYS WEATHERBYS WEATHERBYS WEATHERBYS WEATHERBYS WEATHERBYS WEATHERBYS WEATHERBYS	[0, 0, 1342, 284]
section-10-label-fr: (Lieu)	[298, 1798, 364, 1828]
security-pattern-line: WEATHERBYS WEATHERBYS WEATHERBYS WEATHERBYS WEATHERBYS WEATHERBYS WEATHERBYS WEATHERBYS WEATHERBYS WEATHERBYS WEATHERBYS	[0, 2, 1342, 229]
security-pattern-line: WEATHERBYS WEATHERBYS WEATHERBYS WEATHERBYS WEATHERBYS WEATHERBYS WEATHERBYS WEATHERBYS WEATHERBYS WEATHERBYS WEATHERBYS	[0, 589, 1342, 952]
security-pattern-line: WEATHERBYS WEATHERBYS WEATHERBYS WEATHERBYS WEATHERBYS WEATHERBYS WEATHERBYS WEATHERBYS WEATHERBYS WEATHERBYS WEATHERBYS	[0, 393, 1342, 711]
security-pattern-line: WEATHERBYS WEATHERBYS WEATHERBYS WEATHERBYS WEATHERBYS WEATHERBYS WEATHERBYS WEATHERBYS WEATHERBYS WEATHERBYS WEATHERBYS	[0, 457, 1342, 730]
